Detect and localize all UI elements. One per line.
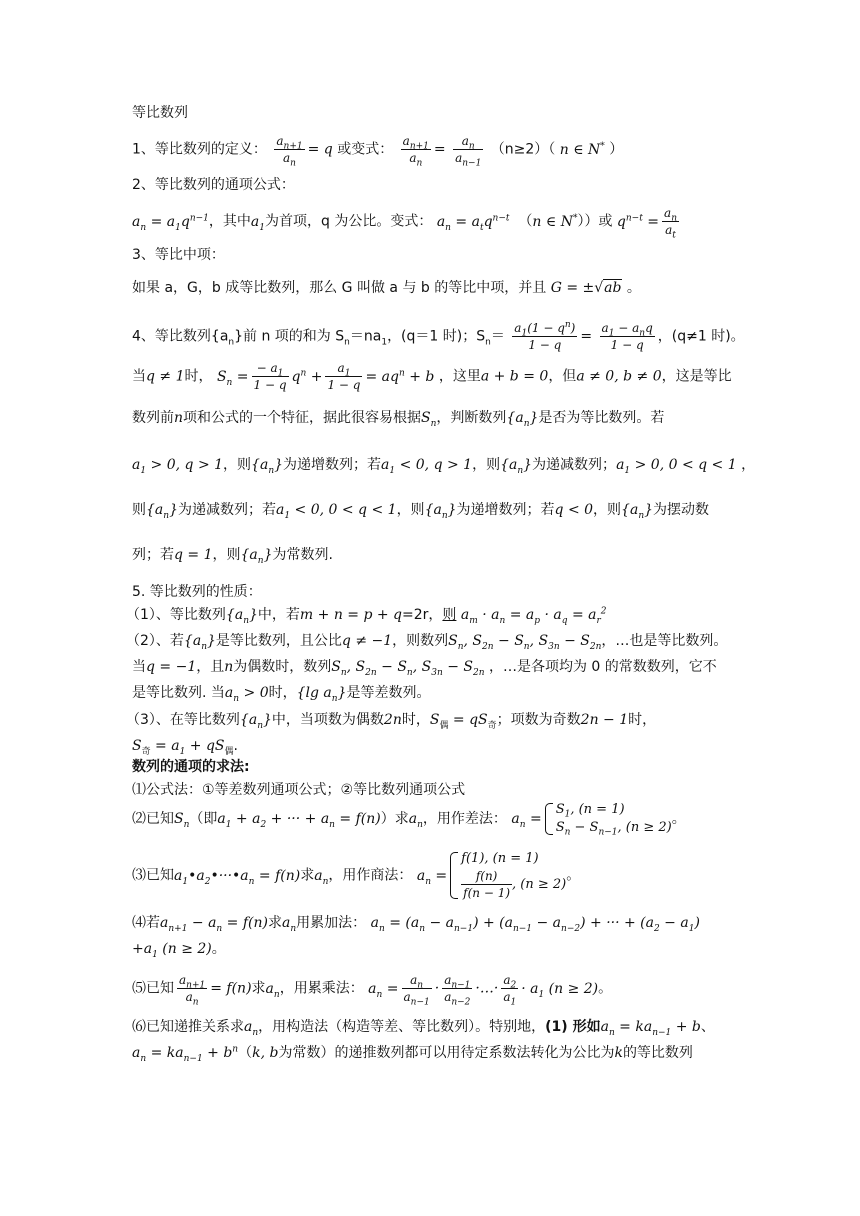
property-2-line-1: （2）、若$\{a_n\}$是等比数列，且公比q ≠ −1，则数列$S_n$, $S_{2n} - S_n$, $S_{3n} - S_{2n}$，…也是等比数列。 bbox=[126, 633, 728, 652]
sum-line-1: 4、等比数列$\{a_n\}$前 n 项的和为 $S_n=na_1$，(q＝1 时)；$S_n=$ $\frac{a_1(1 - q^n)}{1 - q}$ = $\frac{a_1 - a_nq}{1 - q}$ ，(q≠1 时)。 bbox=[132, 320, 745, 352]
method-6-line-1: ⑹已知递推关系求$a_n$，用构造法（构造等差、等比数列）。特别地，(1) 形如$a_n = ka_{n-1} + b$、 bbox=[132, 1019, 715, 1038]
heading: 等比数列 bbox=[132, 105, 188, 121]
property-1: （1）、等比数列$\{a_n\}$中，若m + n = p + q=2r，则 $a_m \cdot a_n = a_p \cdot a_q = a_r^2$ bbox=[126, 606, 607, 626]
methods-title: 数列的通项的求法: bbox=[132, 759, 250, 775]
property-2-line-3: 是等比数列. 当$a_n > 0$时，{lg $a_n$}是等差数列。 bbox=[132, 685, 431, 704]
property-2-line-2: 当q = −1，且n为偶数时，数列$S_n$, $S_{2n} - S_n$, $S_{3n} - S_{2n}$ ，…是各项均为 0 的常数数列，它不 bbox=[132, 659, 717, 678]
method-1: ⑴公式法：①等差数列通项公式；②等比数列通项公式 bbox=[132, 782, 466, 798]
sum-line-2: 当q ≠ 1时， $S_n$ = $\frac{- a_1}{1 - q}$ $q^n$ + $\frac{a_1}{1 - q}$ = $aq^n + b$ ，这里a + b = 0，但a ≠ 0, b ≠ 0，这是等比 bbox=[132, 361, 732, 392]
property-3-line-1: （3）、在等比数列$\{a_n\}$中，当项数为偶数2n时，$S_偶 = qS_奇$；项数为奇数2n − 1时， bbox=[126, 712, 657, 731]
geometric-mean-text: 如果 a，G，b 成等比数列，那么 G 叫做 a 与 b 的等比中项，并且 G = ±√ab 。 bbox=[132, 280, 641, 296]
method-5: ⑸已知 $\frac{a_{n+1}}{a_n}$ = f(n)求$a_n$，用累乘法： $a_n$ = $\frac{a_n}{a_{n-1}}$ · $\frac{a_{n-1}}{a_{n-2}}$ ·…· $\frac{a_2}{a_1}$ · $a_1$ (n ≥ 2)。 bbox=[132, 973, 613, 1008]
method-4-line-1: ⑷若$a_{n+1} - a_n = f(n)$求$a_n$用累加法： $a_n = (a_n - a_{n-1}) + (a_{n-1} - a_{n-2})$ + ··· + $(a_2 - a_1)$ bbox=[132, 915, 700, 934]
general-term-label: 2、等比数列的通项公式： bbox=[132, 177, 295, 193]
definition-line: 1、等比数列的定义： $\frac{a_{n+1}}{a_n}$ = q 或变式： $\frac{a_{n+1}}{a_n}$ = $\frac{a_n}{a_{n-1}}$ （n≥2）（ n ∈ N* ） bbox=[132, 134, 624, 169]
general-term-formula: $a_n = a_1q^{n-1}$，其中$a_1$为首项，q 为公比。变式： $a_n = a_tq^{n-t}$ （n ∈ N*））或 $q^{n-t}$ = $\frac{a_n}{a_t}$ bbox=[132, 206, 677, 241]
properties-label: 5. 等比数列的性质： bbox=[132, 584, 262, 600]
method-4-line-2: $+a_1$ (n ≥ 2)。 bbox=[132, 941, 226, 960]
geometric-mean-label: 3、等比中项： bbox=[132, 247, 225, 263]
method-3: ⑶已知$a_1•a_2•\cdot\cdot\cdot•a_n = f(n)$求$a_n$，用作商法： $a_n$ = f(1), (n = 1) $\frac{f(n)}{f(n - 1)}$ , (n ≥ 2) 。 bbox=[132, 851, 581, 900]
sum-line-5: 则$\{a_n\}$为递减数列；若$a_1 < 0$, 0 < q < 1，则$\{a_n\}$为递增数列；若q < 0，则$\{a_n\}$为摆动数 bbox=[132, 502, 710, 521]
sum-line-6: 列；若q = 1，则$\{a_n\}$为常数列. bbox=[132, 547, 333, 566]
sum-line-4: $a_1 > 0$, q > 1，则$\{a_n\}$为递增数列；若$a_1 < 0$, q > 1，则$\{a_n\}$为递减数列；$a_1 > 0$, 0 < q < 1 ， bbox=[132, 457, 756, 476]
property-3-line-2: $S_奇 = a_1 + qS_偶$. bbox=[132, 738, 238, 757]
method-2: ⑵已知$S_n$（即$a_1 + a_2$ + ··· + $a_n = f(n)$）求$a_n$，用作差法： $a_n$ = $S_1$, (n = 1) $S_n - S_{n-1}$, (n ≥ 2) 。 bbox=[132, 802, 686, 838]
sum-line-3: 数列前n项和公式的一个特征，据此很容易根据$S_n$，判断数列$\{a_n\}$是否为等比数列。若 bbox=[132, 410, 665, 429]
method-6-line-2: $a_n = ka_{n-1} + b^n(k$, b为常数）的递推数列都可以用待定系数法转化为公比为k的等比数列 bbox=[132, 1044, 693, 1064]
